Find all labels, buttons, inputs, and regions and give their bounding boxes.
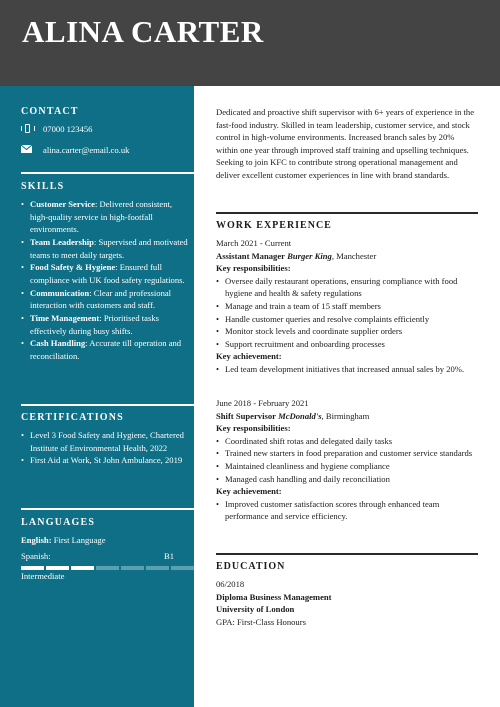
languages-heading: LANGUAGES <box>21 517 96 528</box>
email-row <box>21 144 129 157</box>
envelope-icon <box>21 145 35 155</box>
proficiency-segment-empty <box>146 566 169 570</box>
divider <box>216 553 478 555</box>
list-item: • Trained new starters in food preparation and customer service standards <box>216 447 478 460</box>
skill-item: • Food Safety & Hygiene: Ensured full compliance with UK food safety regulations. <box>21 261 189 286</box>
proficiency-segment-empty <box>96 566 119 570</box>
divider <box>216 212 478 214</box>
phone-vibrate-icon <box>21 124 35 134</box>
proficiency-segment-filled <box>71 566 94 570</box>
certifications-list <box>21 429 189 467</box>
certification-item: • Level 3 Food Safety and Hygiene, Chartered Institute of Environmental Health, 2022 <box>21 429 189 454</box>
skill-item: • Team Leadership: Supervised and motivated teams to meet daily targets. <box>21 236 189 261</box>
phone-row <box>21 123 92 136</box>
responsibilities-list <box>216 435 478 485</box>
header-banner <box>0 0 500 86</box>
achievements-list <box>216 498 478 523</box>
divider <box>21 404 194 406</box>
job-entry: March 2021 - Current Assistant Manager Burger King, Manchester Key responsibilities: • Oversee daily restaurant operations, ensuring compliance with food hygiene and health & safety regulations • Manage and train a team of 15 staff members • Handle customer queries and resolve complaints efficiently • Monitor stock levels and coordinate supplier orders • Support recruitment and onboarding processes Key achievement: • Led team development initiatives that increased annual sales by 20%. <box>216 237 478 376</box>
list-item: • Led team development initiatives that increased annual sales by 20%. <box>216 363 478 376</box>
education-heading: EDUCATION <box>216 561 286 572</box>
list-item: • Support recruitment and onboarding processes <box>216 338 478 351</box>
phone-number[interactable]: 07000 123456 <box>43 124 93 134</box>
list-item: • Maintained cleanliness and hygiene compliance <box>216 460 478 473</box>
proficiency-segment-empty <box>121 566 144 570</box>
divider <box>21 508 194 510</box>
skill-item: • Communication: Clear and professional interaction with customers and staff. <box>21 287 189 312</box>
sidebar <box>0 86 194 707</box>
list-item: • Manage and train a team of 15 staff members <box>216 300 478 313</box>
skill-item: • Cash Handling: Accurate till operation and reconciliation. <box>21 337 189 362</box>
achievements-list <box>216 363 478 376</box>
profile-summary: Dedicated and proactive shift supervisor with 6+ years of experience in the fast-food industry. Skilled in team leadership, customer service, and stock control in high-volume environments. Increased branch sales by 20% within one year through improved staff training and upselling techniques. Seeking to join KFC to contribute strong operational management and deliver excellent customer experiences in line with brand standards. <box>216 107 475 180</box>
list-item: • Handle customer queries and resolve complaints efficiently <box>216 313 478 326</box>
certification-item: • First Aid at Work, St John Ambulance, 2019 <box>21 454 189 467</box>
language-spanish <box>21 550 174 563</box>
certifications-heading: CERTIFICATIONS <box>21 412 124 423</box>
list-item: • Monitor stock levels and coordinate supplier orders <box>216 325 478 338</box>
list-item: • Oversee daily restaurant operations, ensuring compliance with food hygiene and health & safety regulations <box>216 275 478 300</box>
education-entry: 06/2018 Diploma Business Management University of London GPA: First-Class Honours <box>216 579 332 627</box>
skill-item: • Customer Service: Delivered consistent, high-quality service in high-footfall environments. <box>21 198 189 236</box>
skill-item: • Time Management: Prioritised tasks effectively during busy shifts. <box>21 312 189 337</box>
proficiency-segment-empty <box>171 566 194 570</box>
job-entry: June 2018 - February 2021 Shift Supervisor McDonald's, Birmingham Key responsibilities: • Coordinated shift rotas and delegated daily tasks • Trained new starters in food preparation and customer service standards • Maintained cleanliness and hygiene compliance • Managed cash handling and daily reconciliation Key achievement: • Improved customer satisfaction scores through enhanced team performance and service efficiency. <box>216 397 478 523</box>
email-address[interactable]: alina.carter@email.co.uk <box>43 145 130 155</box>
candidate-name: ALINA CARTER <box>22 14 264 49</box>
language-english: English: First Language <box>21 535 106 545</box>
skills-heading: SKILLS <box>21 181 65 192</box>
work-experience-heading: WORK EXPERIENCE <box>216 220 332 231</box>
list-item: • Managed cash handling and daily reconciliation <box>216 473 478 486</box>
skills-list <box>21 198 189 363</box>
list-item: • Coordinated shift rotas and delegated daily tasks <box>216 435 478 448</box>
language-name: Spanish: <box>21 551 51 561</box>
responsibilities-list <box>216 275 478 351</box>
language-level: B1 <box>163 551 174 561</box>
list-item: • Improved customer satisfaction scores through enhanced team performance and service efficiency. <box>216 498 478 523</box>
divider <box>21 172 194 174</box>
contact-heading: CONTACT <box>21 106 79 117</box>
language-proficiency-label: Intermediate <box>21 571 65 581</box>
